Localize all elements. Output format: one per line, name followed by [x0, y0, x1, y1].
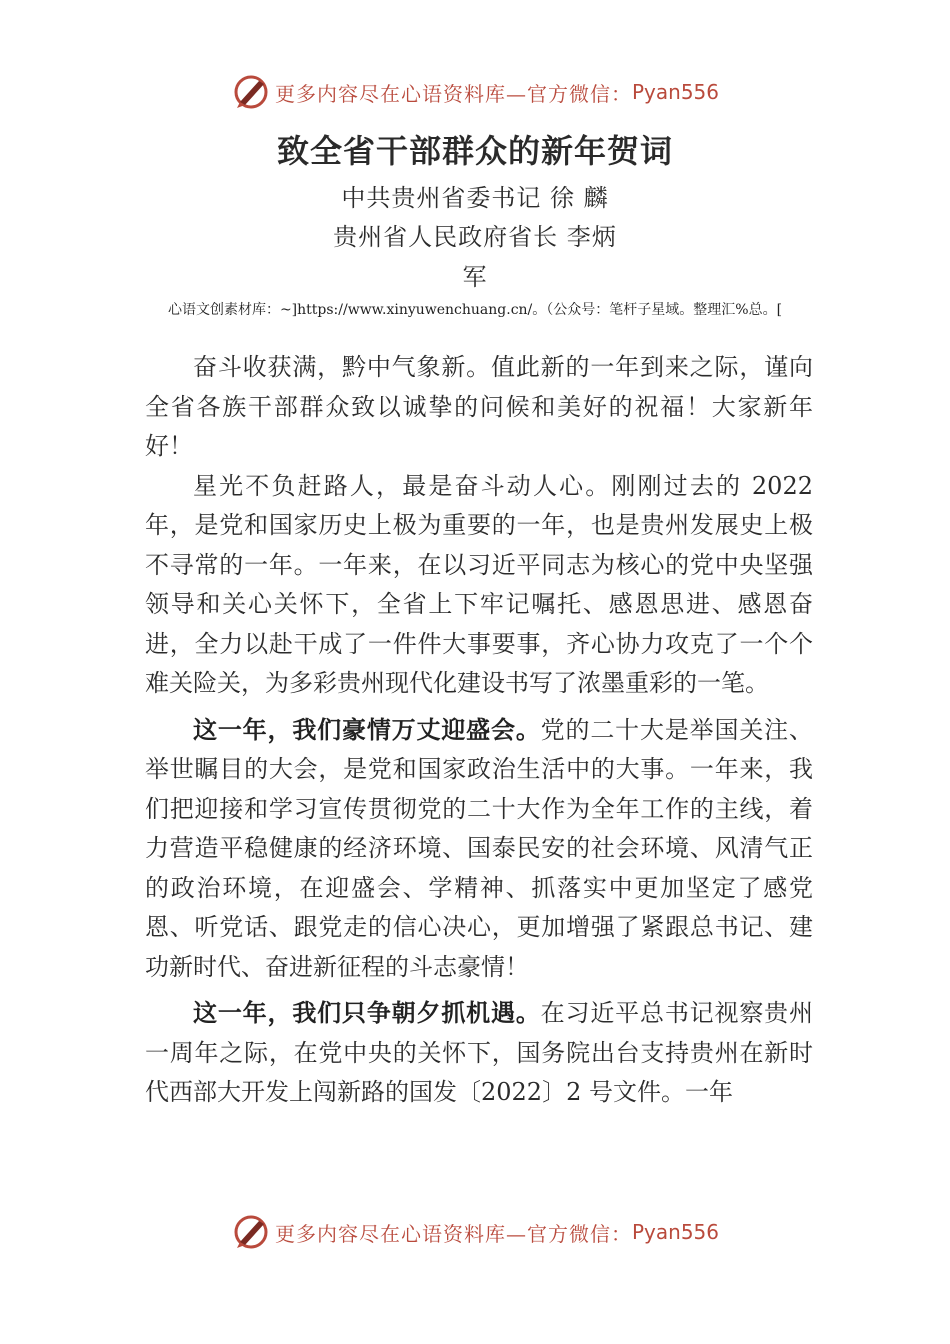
byline-author-1: 中共贵州省委书记 徐 麟: [341, 184, 609, 212]
paragraph-lead: 这一年，我们只争朝夕抓机遇。: [193, 999, 541, 1027]
paragraph-lead: 这一年，我们豪情万丈迎盛会。: [193, 715, 541, 744]
paragraph: [145, 711, 813, 988]
source-note: 心语文创素材库：~]https://www.xinyuwenchuang.cn/。（公众号：笔杆子星域。整理汇%总。[: [167, 302, 783, 318]
pen-nib-logo-icon: [231, 1212, 271, 1252]
paragraph-text: 在习近平总书记视察贵州一周年之际，在党中央的关怀下，国务院出台支持贵州在新时代西部大开发上闯新路的国发〔2022〕2 号文件。一年: [145, 999, 814, 1106]
footer-banner: [0, 1210, 950, 1254]
paragraph: [145, 994, 813, 1113]
header-banner: [0, 70, 950, 114]
paragraph-text: 奋斗收获满，黔中气象新。值此新的一年到来之际，谨向全省各族干部群众致以诚挚的问候和美好的祝福！大家新年好！: [145, 353, 813, 460]
paragraph: [145, 467, 813, 704]
paragraph-text: 党的二十大是举国关注、举世瞩目的大会，是党和国家政治生活中的大事。一年来，我们把迎接和学习宣传贯彻党的二十大作为全年工作的主线，着力营造平稳健康的经济环境、国泰民安的社会环境、风清气正的政治环境，在迎盛会、学精神、抓落实中更加坚定了感党恩、听党话、跟党走的信心决心，更加增强了紧跟总书记、建功新时代、奋进新征程的斗志豪情！: [145, 715, 814, 981]
paragraph-text: 星光不负赶路人，最是奋斗动人心。刚刚过去的 2022 年，是党和国家历史上极为重要的一年，也是贵州发展史上极不寻常的一年。一年来，在以习近平同志为核心的党中央坚强领导和关心关怀下，全省上下牢记嘱托、感恩思进、感恩奋进，全力以赴干成了一件件大事要事，齐心协力攻克了一个个难关险关，为多彩贵州现代化建设书写了浓墨重彩的一笔。: [145, 471, 813, 697]
byline-author-2: 贵州省人民政府省长 李炳: [333, 223, 617, 251]
banner-wechat-handle: Pyan556: [631, 1220, 719, 1244]
pen-nib-logo-icon: [231, 72, 271, 112]
paragraph: [145, 348, 813, 467]
article-body: [145, 348, 813, 1113]
page-title: 致全省干部群众的新年贺词: [276, 132, 673, 170]
banner-wechat-handle: Pyan556: [631, 80, 719, 104]
byline-author-2-cont: 军: [462, 263, 488, 291]
banner-text: 更多内容尽在心语资料库—官方微信：: [274, 1221, 632, 1246]
banner-text: 更多内容尽在心语资料库—官方微信：: [274, 81, 632, 106]
